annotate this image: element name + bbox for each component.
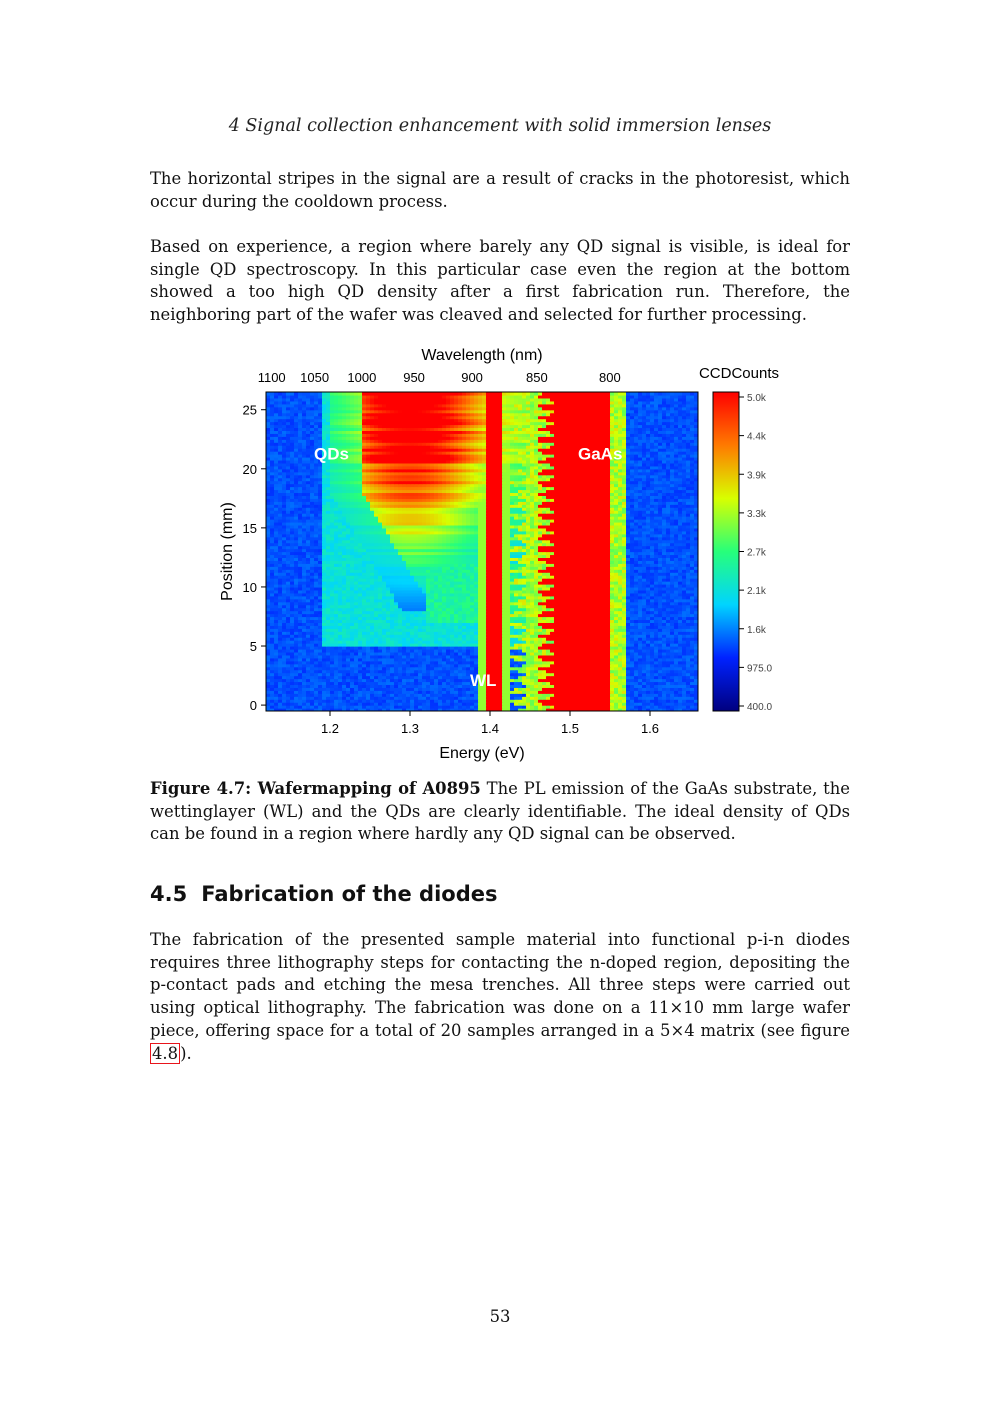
y-tick-label: 10 [242, 579, 257, 595]
colorbar-title: CCDCounts [698, 365, 779, 382]
paragraph-qd-density: Based on experience, a region where barely any QD signal is visible, is ideal for single QD spectroscopy. In this particular case even the region at the bottom showed a too high QD density after a first fabrication run. Therefore, the neighboring part of the wafer was cleaved and selected for further processing. [150, 237, 850, 325]
section-heading [150, 882, 497, 906]
x-tick-label: 1.2 [320, 721, 340, 736]
section-number: 4.5 [150, 882, 188, 906]
y-tick-label: 15 [242, 520, 257, 536]
top-axis-label: Wavelength (nm) [421, 347, 543, 364]
top-tick-label: 950 [403, 370, 425, 385]
caption-text: The PL emission of the GaAs substrate, the wettinglayer (WL) and the QDs are clearly identifiable. The ideal density of QDs can be found in a region where hardly any QD signal can be observed. [150, 779, 850, 844]
y-tick-label: 5 [249, 639, 257, 655]
caption-label: Figure 4.7: Wafermapping of A0895 [150, 779, 481, 798]
figure-caption [150, 778, 850, 846]
wafermap-figure [210, 340, 800, 765]
annotation-qds: QDs [314, 444, 349, 464]
colorbar-tick-label: 4.4k [747, 431, 766, 443]
figure-reference-link[interactable]: 4.8 [152, 1043, 179, 1063]
colorbar-tick-label: 3.9k [747, 470, 766, 482]
x-tick-label: 1.4 [480, 721, 500, 736]
colorbar-tick-label: 3.3k [747, 508, 766, 520]
colorbar-tick-label: 975.0 [747, 663, 773, 675]
top-tick-label: 900 [461, 370, 483, 385]
paragraph-text: The fabrication of the presented sample material into functional p-i-n diodes requires three lithography steps for contacting the n-doped region, depositing the p-contact pads and etching the mesa trenches. All three steps were carried out using optical lithography. The fabrication was done on a 11×10 mm large wafer piece, offering space for a total of 20 samples arranged in a 5×4 matrix (see figure [150, 930, 850, 1040]
x-tick-label: 1.3 [400, 721, 420, 736]
colorbar-tick-label: 2.1k [747, 586, 766, 598]
heatmap-field [266, 392, 699, 712]
top-tick-label: 1050 [300, 370, 330, 385]
y-tick-label: 0 [249, 698, 257, 714]
y-tick-label: 25 [242, 402, 257, 418]
running-header: 4 Signal collection enhancement with solid immersion lenses [228, 116, 772, 136]
wafermap-heatmap-chart [210, 340, 800, 765]
x-tick-label: 1.5 [560, 721, 580, 736]
annotation-gaas: GaAs [578, 444, 623, 464]
top-tick-label: 1100 [257, 370, 286, 385]
colorbar-tick-label: 2.7k [747, 547, 766, 559]
colorbar [713, 392, 739, 711]
x-tick-label: 1.6 [640, 721, 660, 736]
top-tick-label: 1000 [347, 370, 377, 385]
paragraph-photoresist-cracks: The horizontal stripes in the signal are a result of cracks in the photoresist, which occur during the cooldown process. [150, 169, 850, 211]
top-tick-label: 800 [598, 370, 621, 385]
colorbar-tick-label: 5.0k [747, 393, 766, 404]
section-title: Fabrication of the diodes [201, 882, 498, 906]
colorbar-tick-label: 1.6k [747, 624, 766, 636]
x-axis-label: Energy (eV) [439, 745, 525, 762]
paragraph-diode-fabrication [150, 929, 850, 1065]
annotation-wl: WL [470, 671, 497, 691]
top-tick-label: 850 [526, 370, 548, 385]
y-tick-label: 20 [242, 461, 257, 477]
colorbar-tick-label: 400.0 [747, 702, 773, 713]
page-number: 53 [489, 1307, 511, 1326]
y-axis-label: Position (mm) [219, 502, 236, 601]
paragraph-text-end: ). [180, 1043, 192, 1063]
